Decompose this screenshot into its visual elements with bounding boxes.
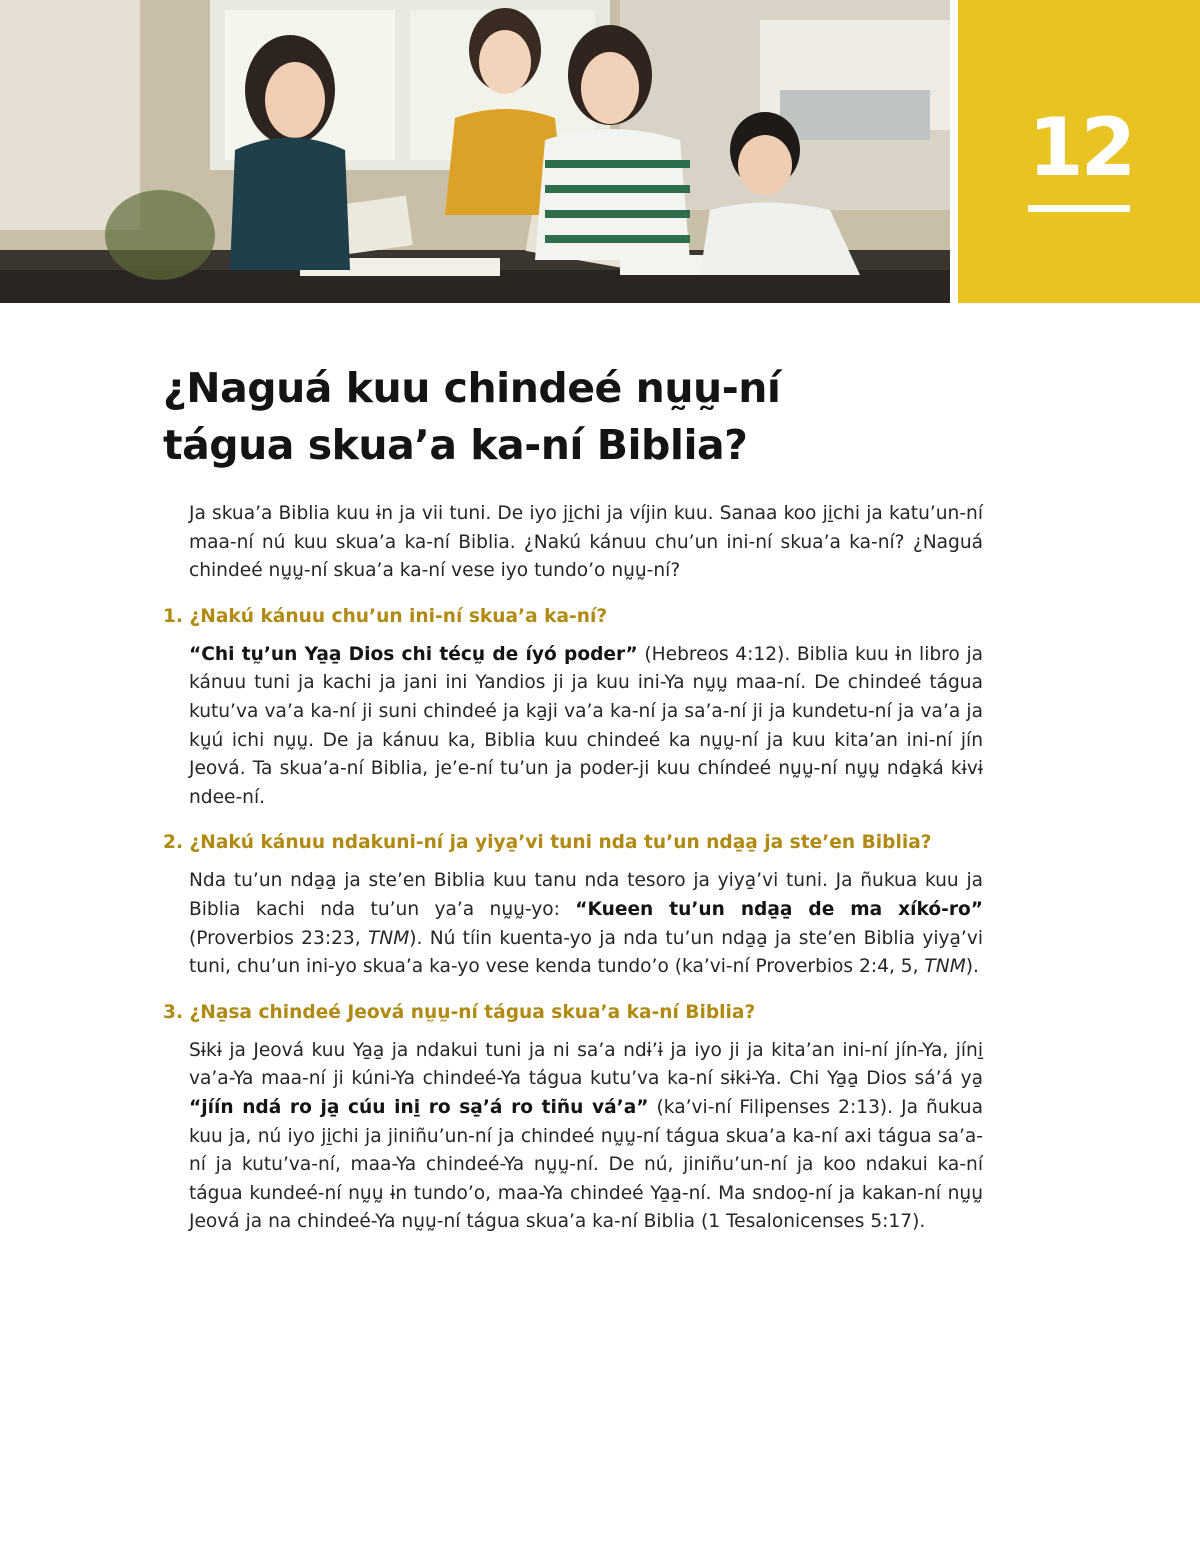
- paragraph-text: (Hebreos 4:12). Biblia kuu ɨn libro ja kánuu tuni ja kachi ja jani ini Yandios ji ja kuu ini-Ya nṵṵ maa-ní. De chindeé tágua kutu’va va’a ka-ní ji suni chindeé ja ka̱ji va’a ka-ní ja sa’a-ní ji ja kundetu-ní ja va’a ja kṵú ichi nṵṵ. De ja kánuu ka, Biblia kuu chindeé ka nṵṵ-ní ja kuu kita’an ini-ní jín Jeová. Ta skua’a-ní Biblia, je’e-ní tu’un ja poder-ji kuu chíndeé nṵṵ-ní nṵṵ nda̱ká kɨvɨ ndee-ní.: [189, 643, 984, 808]
- section-heading: 3. ¿Na̱sa chindeé Jeová nṵṵ-ní tágua skua’a ka-ní Biblia?: [163, 1001, 756, 1023]
- hero-photo: [0, 0, 950, 303]
- section-paragraph: [189, 641, 983, 813]
- section-3: [163, 1000, 983, 1237]
- section-paragraph: [189, 867, 983, 981]
- scripture-quote: “jíín ndá ro ja̱ cúu ini̱ ro sa̱’á ro tiñu vá’a”: [189, 1096, 649, 1118]
- section-1: [163, 604, 983, 813]
- translation-abbrev: TNM: [367, 927, 410, 949]
- article-body: [163, 500, 983, 1237]
- chapter-rule-divider: [1028, 205, 1130, 212]
- section-paragraph: [189, 1037, 983, 1237]
- paragraph-text: (ka’vi-ní Filipenses 2:13). Ja ñukua kuu ja, nú iyo ji̱chi ja jiniñu’un-ní ja chindeé nṵṵ-ní tágua skua’a ka-ní axi tágua sa’a-ní ja kutu’va-ní, maa-Ya chindeé-Ya nṵṵ-ní. De nú, jiniñu’un-ní ja koo ndakui ka-ní tágua kundeé-ní nṵṵ ɨn tundo’o, maa-Ya chindeé Ya̱a̱-ní. Ma sndoo̱-ní ja kakan-ní nṵṵ Jeová ja na chindeé-Ya nṵṵ-ní tágua skua’a ka-ní Biblia (1 Tesalonicenses 5:17).: [189, 1096, 983, 1233]
- paragraph-text: ).: [965, 956, 979, 978]
- page-title-line2: tágua skua’a ka-ní Biblia?: [163, 421, 748, 469]
- page-title-line1: ¿Naguá kuu chindeé nṵṵ-ní: [163, 364, 781, 412]
- section-heading: 2. ¿Nakú kánuu ndakuni-ní ja yiya̱’vi tuni nda tu’un nda̱a̱ ja ste’en Biblia?: [163, 832, 932, 854]
- paragraph-text: Sɨkɨ ja Jeová kuu Ya̱a̱ ja ndakui tuni ja ni sa’a ndɨ’ɨ ja iyo ji ja kita’an ini-ní jín-Ya, jíni̱ va’a-Ya maa-ní ji kúni-Ya chindeé-Ya tágua kutu’va ka-ní sɨkɨ-Ya. Chi Ya̱a̱ Dios sá’á ya̱: [189, 1039, 983, 1090]
- section-2: [163, 830, 983, 981]
- section-heading: 1. ¿Nakú kánuu chu’un ini-ní skua’a ka-ní?: [163, 605, 608, 627]
- scripture-reference: (Proverbios 23:23,: [189, 927, 368, 949]
- page-title: [163, 360, 1023, 474]
- family-bible-study-photo-icon: [0, 0, 950, 303]
- chapter-number: 12: [1028, 101, 1134, 194]
- paragraph-text: Nda tu’un nda̱a̱ ja ste’en Biblia kuu tanu nda tesoro ja yiya̱’vi tuni. Ja ñukua kuu ja Biblia kachi nda tu’un ya’a nṵṵ-yo:: [189, 870, 983, 920]
- paragraph-text: ). Nú tíin kuenta-yo ja nda tu’un nda̱a̱ ja ste’en Biblia yiya̱’vi tuni, chu’un ini-yo skua’a ka-yo vese kenda tundo’o (ka’vi-ní Proverbios 2:4, 5,: [189, 927, 983, 978]
- scripture-quote: “Chi tṵ’un Ya̱a̱ Dios chi técṵ de íyó poder”: [189, 643, 638, 665]
- translation-abbrev: TNM: [924, 956, 966, 978]
- intro-paragraph: Ja skua’a Biblia kuu ɨn ja vii tuni. De iyo ji̱chi ja víjin kuu. Sanaa koo ji̱chi ja katu’un-ní maa-ní nú kuu skua’a ka-ní Biblia. ¿Nakú kánuu chu’un ini-ní skua’a ka-ní? ¿Naguá chindeé nṵṵ-ní skua’a ka-ní vese iyo tundo’o nṵṵ-ní?: [189, 503, 983, 582]
- scripture-quote: “Kueen tu’un nda̱a̱ de ma xíkó-ro”: [575, 898, 983, 920]
